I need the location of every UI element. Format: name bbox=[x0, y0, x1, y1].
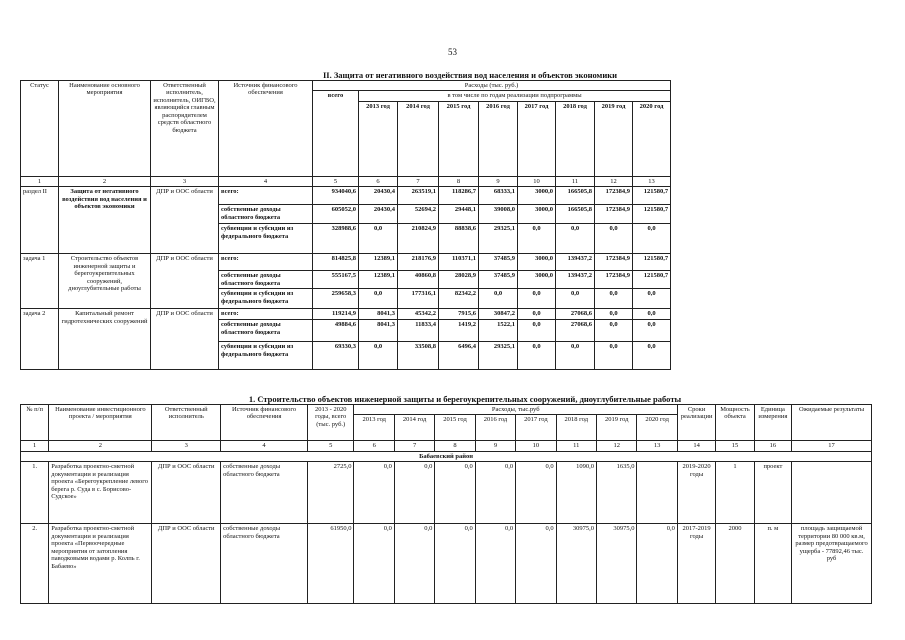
cell-value: 0,0 bbox=[359, 224, 398, 254]
row-source: всего: bbox=[219, 187, 313, 205]
row-resp: ДПР и ООС области bbox=[151, 187, 219, 254]
row-source: всего: bbox=[219, 254, 313, 271]
cell-value: 210824,9 bbox=[398, 224, 439, 254]
row-resp: ДПР и ООС области bbox=[152, 524, 221, 604]
row-source: собственные доходы областного бюджета bbox=[221, 524, 308, 604]
header-expenses: Расходы, тыс.руб bbox=[354, 405, 677, 415]
col-num: 4 bbox=[219, 176, 313, 186]
cell-value: 0,0 bbox=[637, 524, 677, 604]
cell-value: 45342,2 bbox=[398, 309, 439, 320]
district-heading: Бабаевский район bbox=[21, 451, 872, 461]
cell-value: 88838,6 bbox=[439, 224, 479, 254]
year-2016: 2016 год bbox=[475, 415, 515, 441]
cell-value: 0,0 bbox=[359, 289, 398, 309]
header-name: Наименование основного мероприятия bbox=[59, 81, 151, 177]
cell-value: 30975,0 bbox=[597, 524, 637, 604]
cell-value: 121580,7 bbox=[633, 254, 671, 271]
header-terms: Сроки реализации bbox=[677, 405, 715, 441]
cell-total: 61950,0 bbox=[308, 524, 354, 604]
cell-value: 0,0 bbox=[435, 462, 475, 524]
col-num: 1 bbox=[21, 176, 59, 186]
cell-value: 27068,6 bbox=[556, 309, 595, 320]
column-numbers-row bbox=[21, 441, 872, 451]
cell-value: 82342,2 bbox=[439, 289, 479, 309]
col-num: 7 bbox=[394, 441, 434, 451]
cell-value: 8041,3 bbox=[359, 320, 398, 342]
row-source: собственные доходы областного бюджета bbox=[219, 271, 313, 289]
cell-value: 6496,4 bbox=[439, 342, 479, 370]
year-2019: 2019 год bbox=[595, 101, 633, 176]
cell-unit: проект bbox=[754, 462, 791, 524]
cell-value bbox=[637, 462, 677, 524]
col-num: 12 bbox=[597, 441, 637, 451]
cell-value: 3000,0 bbox=[518, 271, 556, 289]
cell-value: 3000,0 bbox=[518, 187, 556, 205]
header-resp: Ответственный исполнитель bbox=[152, 405, 221, 441]
header-capacity: Мощность объекта bbox=[716, 405, 754, 441]
cell-value: 166505,8 bbox=[556, 205, 595, 224]
cell-value: 30847,2 bbox=[479, 309, 518, 320]
col-num: 9 bbox=[475, 441, 515, 451]
cell-value: 68333,1 bbox=[479, 187, 518, 205]
cell-value: 118286,7 bbox=[439, 187, 479, 205]
cell-value: 555167,5 bbox=[313, 271, 359, 289]
cell-unit: п. м bbox=[754, 524, 791, 604]
cell-value: 0,0 bbox=[595, 320, 633, 342]
cell-value: 0,0 bbox=[595, 342, 633, 370]
cell-value: 0,0 bbox=[518, 289, 556, 309]
cell-value: 0,0 bbox=[633, 289, 671, 309]
row-source: субвенции и субсидии из федерального бюджета bbox=[219, 342, 313, 370]
cell-value: 3000,0 bbox=[518, 205, 556, 224]
cell-value: 0,0 bbox=[516, 462, 556, 524]
table-row bbox=[21, 524, 872, 604]
col-num: 13 bbox=[633, 176, 671, 186]
cell-value: 0,0 bbox=[435, 524, 475, 604]
col-num: 10 bbox=[518, 176, 556, 186]
cell-value: 29448,1 bbox=[439, 205, 479, 224]
cell-value: 263519,1 bbox=[398, 187, 439, 205]
cell-value: 0,0 bbox=[518, 309, 556, 320]
header-source: Источник финансового обеспечения bbox=[219, 81, 313, 177]
cell-value: 605052,0 bbox=[313, 205, 359, 224]
cell-value: 28028,9 bbox=[439, 271, 479, 289]
cell-value: 172384,9 bbox=[595, 205, 633, 224]
cell-value: 1522,1 bbox=[479, 320, 518, 342]
row-status: задача 1 bbox=[21, 254, 59, 309]
page-number: 53 bbox=[448, 47, 457, 57]
table-row bbox=[21, 254, 671, 271]
cell-value: 0,0 bbox=[518, 320, 556, 342]
col-num: 3 bbox=[151, 176, 219, 186]
cell-value: 814825,8 bbox=[313, 254, 359, 271]
year-2014: 2014 год bbox=[398, 101, 439, 176]
row-name: Разработка проектно-сметной документации и реализация проекта «Берегоукрепление левого берега р. Суда в с. Борисово-Судское» bbox=[49, 462, 152, 524]
col-num: 6 bbox=[359, 176, 398, 186]
cell-terms: 2017-2019 годы bbox=[677, 524, 715, 604]
row-name: Строительство объектов инженерной защиты и берегоукрепительных сооружений, дноуглубительные работы bbox=[59, 254, 151, 309]
row-status: задача 2 bbox=[21, 309, 59, 370]
cell-value: 0,0 bbox=[354, 524, 394, 604]
year-2013: 2013 год bbox=[359, 101, 398, 176]
cell-value: 934040,6 bbox=[313, 187, 359, 205]
col-num: 5 bbox=[308, 441, 354, 451]
cell-value: 0,0 bbox=[633, 309, 671, 320]
header-resp: Ответственный исполнитель, исполнитель, ОИГВО, являющийся главным распорядителем средств областного бюджета bbox=[151, 81, 219, 177]
header-by-years: в том числе по годам реализации подпрограммы bbox=[359, 91, 671, 101]
col-num: 3 bbox=[152, 441, 221, 451]
year-2015: 2015 год bbox=[435, 415, 475, 441]
col-num: 15 bbox=[716, 441, 754, 451]
cell-value: 12389,1 bbox=[359, 271, 398, 289]
cell-value: 172384,9 bbox=[595, 254, 633, 271]
cell-total: 2725,0 bbox=[308, 462, 354, 524]
col-num: 5 bbox=[313, 176, 359, 186]
cell-value: 0,0 bbox=[595, 224, 633, 254]
cell-value: 0,0 bbox=[556, 289, 595, 309]
cell-value: 49884,6 bbox=[313, 320, 359, 342]
cell-value: 12389,1 bbox=[359, 254, 398, 271]
cell-value: 0,0 bbox=[394, 524, 434, 604]
cell-value: 8041,3 bbox=[359, 309, 398, 320]
year-2013: 2013 год bbox=[354, 415, 394, 441]
cell-value: 69330,3 bbox=[313, 342, 359, 370]
header-expected: Ожидаемые результаты bbox=[792, 405, 872, 441]
col-num: 11 bbox=[556, 441, 596, 451]
cell-value: 0,0 bbox=[633, 342, 671, 370]
row-num: 1. bbox=[21, 462, 49, 524]
row-source: субвенции и субсидии из федерального бюджета bbox=[219, 289, 313, 309]
col-num: 9 bbox=[479, 176, 518, 186]
cell-value: 121580,7 bbox=[633, 205, 671, 224]
header-total: всего bbox=[313, 91, 359, 176]
col-num: 1 bbox=[21, 441, 49, 451]
cell-value: 166505,8 bbox=[556, 187, 595, 205]
cell-value: 0,0 bbox=[633, 224, 671, 254]
cell-value: 218176,9 bbox=[398, 254, 439, 271]
cell-value: 0,0 bbox=[633, 320, 671, 342]
year-2016: 2016 год bbox=[479, 101, 518, 176]
row-source: собственные доходы областного бюджета bbox=[219, 320, 313, 342]
cell-value: 40860,8 bbox=[398, 271, 439, 289]
row-source: собственные доходы областного бюджета bbox=[221, 462, 308, 524]
cell-value: 0,0 bbox=[475, 462, 515, 524]
cell-value: 172384,9 bbox=[595, 271, 633, 289]
year-2019: 2019 год bbox=[597, 415, 637, 441]
cell-capacity: 2000 bbox=[716, 524, 754, 604]
cell-value: 11833,4 bbox=[398, 320, 439, 342]
row-status: раздел II bbox=[21, 187, 59, 254]
cell-value: 29325,1 bbox=[479, 224, 518, 254]
row-resp: ДПР и ООС области bbox=[152, 462, 221, 524]
cell-value: 1090,0 bbox=[556, 462, 596, 524]
col-num: 17 bbox=[792, 441, 872, 451]
header-num: № п/п bbox=[21, 405, 49, 441]
section-ii-title: II. Защита от негативного воздействия вод населения и объектов экономики bbox=[322, 70, 618, 80]
year-2020: 2020 год bbox=[633, 101, 671, 176]
col-num: 2 bbox=[49, 441, 152, 451]
cell-value: 0,0 bbox=[556, 342, 595, 370]
row-name: Разработка проектно-сметной документации и реализация проекта «Первоочередные мероприятия от затопления паводковыми водами р. Колпь г. Бабаево» bbox=[49, 524, 152, 604]
year-2020: 2020 год bbox=[637, 415, 677, 441]
cell-value: 30975,0 bbox=[556, 524, 596, 604]
cell-capacity: 1 bbox=[716, 462, 754, 524]
section-1-table bbox=[20, 404, 872, 604]
cell-value: 0,0 bbox=[518, 224, 556, 254]
year-2018: 2018 год bbox=[556, 101, 595, 176]
cell-value: 328988,6 bbox=[313, 224, 359, 254]
cell-value: 0,0 bbox=[518, 342, 556, 370]
cell-value: 52694,2 bbox=[398, 205, 439, 224]
cell-value: 20430,4 bbox=[359, 187, 398, 205]
cell-value: 39008,0 bbox=[479, 205, 518, 224]
col-num: 10 bbox=[516, 441, 556, 451]
cell-value: 3000,0 bbox=[518, 254, 556, 271]
year-2017: 2017 год bbox=[518, 101, 556, 176]
cell-value: 0,0 bbox=[479, 289, 518, 309]
col-num: 7 bbox=[398, 176, 439, 186]
col-num: 8 bbox=[435, 441, 475, 451]
cell-value: 29325,1 bbox=[479, 342, 518, 370]
col-num: 14 bbox=[677, 441, 715, 451]
header-status: Статус bbox=[21, 81, 59, 177]
year-2017: 2017 год bbox=[516, 415, 556, 441]
cell-value: 172384,9 bbox=[595, 187, 633, 205]
section-ii-table bbox=[20, 80, 671, 370]
year-2018: 2018 год bbox=[556, 415, 596, 441]
cell-value: 139437,2 bbox=[556, 254, 595, 271]
col-num: 8 bbox=[439, 176, 479, 186]
cell-value: 37485,9 bbox=[479, 254, 518, 271]
row-source: собственные доходы областного бюджета bbox=[219, 205, 313, 224]
section-1-title: 1. Строительство объектов инженерной защиты и берегоукрепительных сооружений, дноуглубительные работы bbox=[248, 394, 682, 404]
row-name: Защита от негативного воздействия вод населения и объектов экономики bbox=[59, 187, 151, 254]
row-source: субвенции и субсидии из федерального бюджета bbox=[219, 224, 313, 254]
header-total: 2013 - 2020 годы, всего (тыс. руб.) bbox=[308, 405, 354, 441]
year-2015: 2015 год bbox=[439, 101, 479, 176]
header-name: Наименование инвестиционного проекта / мероприятия bbox=[49, 405, 152, 441]
col-num: 16 bbox=[754, 441, 791, 451]
cell-value: 0,0 bbox=[556, 224, 595, 254]
column-numbers-row bbox=[21, 176, 671, 186]
year-2014: 2014 год bbox=[394, 415, 434, 441]
cell-value: 0,0 bbox=[354, 462, 394, 524]
header-expenses: Расходы (тыс. руб.) bbox=[313, 81, 671, 91]
cell-value: 20430,4 bbox=[359, 205, 398, 224]
cell-value: 33508,8 bbox=[398, 342, 439, 370]
cell-value: 177316,1 bbox=[398, 289, 439, 309]
header-unit: Единица измерения bbox=[754, 405, 791, 441]
row-num: 2. bbox=[21, 524, 49, 604]
cell-value: 1635,0 bbox=[597, 462, 637, 524]
col-num: 6 bbox=[354, 441, 394, 451]
cell-value: 121580,7 bbox=[633, 271, 671, 289]
cell-value: 110371,1 bbox=[439, 254, 479, 271]
cell-value: 139437,2 bbox=[556, 271, 595, 289]
cell-value: 0,0 bbox=[595, 289, 633, 309]
col-num: 12 bbox=[595, 176, 633, 186]
cell-value: 0,0 bbox=[394, 462, 434, 524]
row-name: Капитальный ремонт гидротехнических сооружений bbox=[59, 309, 151, 370]
cell-value: 0,0 bbox=[516, 524, 556, 604]
col-num: 11 bbox=[556, 176, 595, 186]
row-resp: ДПР и ООС области bbox=[151, 254, 219, 309]
cell-value: 0,0 bbox=[359, 342, 398, 370]
cell-value: 1419,2 bbox=[439, 320, 479, 342]
cell-value: 27068,6 bbox=[556, 320, 595, 342]
col-num: 4 bbox=[221, 441, 308, 451]
cell-value: 37485,9 bbox=[479, 271, 518, 289]
cell-value: 119214,9 bbox=[313, 309, 359, 320]
col-num: 2 bbox=[59, 176, 151, 186]
row-source: всего: bbox=[219, 309, 313, 320]
cell-value: 7915,6 bbox=[439, 309, 479, 320]
table-row bbox=[21, 462, 872, 524]
table-row bbox=[21, 187, 671, 205]
cell-expected: площадь защищаемой территории 80 000 кв.м, размер предотвращаемого ущерба - 77892,46 тыс. руб bbox=[792, 524, 872, 604]
col-num: 13 bbox=[637, 441, 677, 451]
cell-value: 259658,3 bbox=[313, 289, 359, 309]
cell-terms: 2019-2020 годы bbox=[677, 462, 715, 524]
table-row bbox=[21, 309, 671, 320]
row-resp: ДПР и ООС области bbox=[151, 309, 219, 370]
cell-value: 0,0 bbox=[475, 524, 515, 604]
cell-value: 121580,7 bbox=[633, 187, 671, 205]
cell-value: 0,0 bbox=[595, 309, 633, 320]
cell-expected bbox=[792, 462, 872, 524]
header-source: Источник финансового обеспечения bbox=[221, 405, 308, 441]
